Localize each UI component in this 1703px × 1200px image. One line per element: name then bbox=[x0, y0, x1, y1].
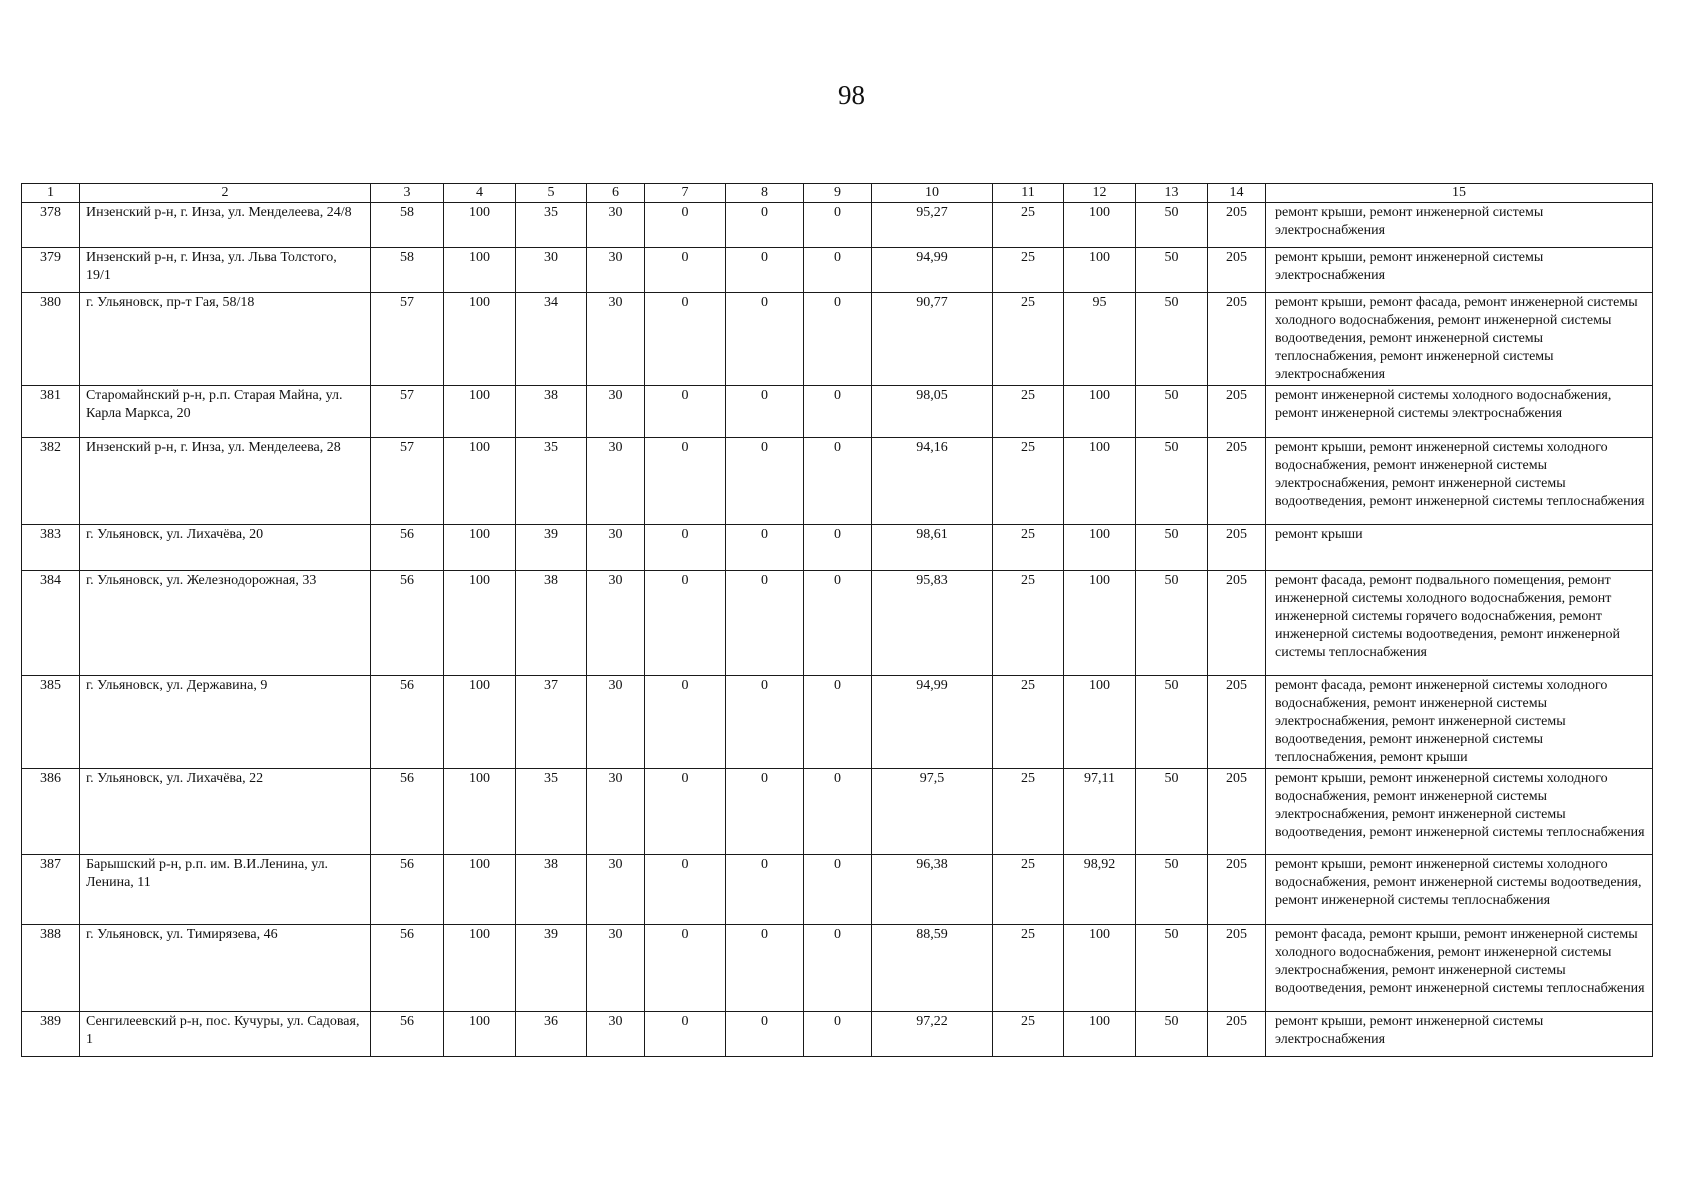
cell-col-8: 0 bbox=[726, 769, 804, 855]
cell-col-3: 57 bbox=[371, 438, 444, 525]
cell-col-12: 100 bbox=[1064, 248, 1136, 293]
page-number: 98 bbox=[838, 80, 865, 110]
cell-col-7: 0 bbox=[645, 438, 726, 525]
cell-col-12: 95 bbox=[1064, 293, 1136, 386]
row-number-cell: 381 bbox=[22, 386, 80, 438]
repair-works-cell: ремонт крыши bbox=[1266, 525, 1653, 571]
table-row bbox=[22, 769, 1653, 855]
cell-col-3: 56 bbox=[371, 676, 444, 769]
cell-col-13: 50 bbox=[1136, 855, 1208, 925]
cell-col-11: 25 bbox=[993, 203, 1064, 248]
cell-col-3: 56 bbox=[371, 769, 444, 855]
address-cell: Барышский р-н, р.п. им. В.И.Ленина, ул. Ленина, 11 bbox=[80, 855, 371, 925]
cell-col-3: 56 bbox=[371, 925, 444, 1012]
cell-col-6: 30 bbox=[587, 525, 645, 571]
cell-col-11: 25 bbox=[993, 571, 1064, 676]
row-number-cell: 383 bbox=[22, 525, 80, 571]
cell-col-7: 0 bbox=[645, 676, 726, 769]
address-cell: Старомайнский р-н, р.п. Старая Майна, ул. Карла Маркса, 20 bbox=[80, 386, 371, 438]
cell-col-8: 0 bbox=[726, 438, 804, 525]
cell-col-11: 25 bbox=[993, 925, 1064, 1012]
cell-col-14: 205 bbox=[1208, 1012, 1266, 1057]
column-header-3: 3 bbox=[371, 184, 444, 203]
cell-col-9: 0 bbox=[804, 855, 872, 925]
cell-col-6: 30 bbox=[587, 925, 645, 1012]
cell-col-12: 100 bbox=[1064, 571, 1136, 676]
cell-col-8: 0 bbox=[726, 925, 804, 1012]
cell-col-3: 57 bbox=[371, 293, 444, 386]
row-number-cell: 378 bbox=[22, 203, 80, 248]
column-header-8: 8 bbox=[726, 184, 804, 203]
cell-col-11: 25 bbox=[993, 248, 1064, 293]
cell-col-3: 56 bbox=[371, 1012, 444, 1057]
cell-col-14: 205 bbox=[1208, 676, 1266, 769]
cell-col-6: 30 bbox=[587, 386, 645, 438]
cell-col-7: 0 bbox=[645, 386, 726, 438]
repair-works-cell: ремонт фасада, ремонт крыши, ремонт инженерной системы холодного водоснабжения, ремонт инженерной системы электроснабжения, ремонт инженерной системы водоотведения, ремонт инженерной системы теплоснабжения bbox=[1266, 925, 1653, 1012]
cell-col-5: 34 bbox=[516, 293, 587, 386]
cell-col-7: 0 bbox=[645, 925, 726, 1012]
cell-col-9: 0 bbox=[804, 1012, 872, 1057]
repair-works-cell: ремонт крыши, ремонт инженерной системы холодного водоснабжения, ремонт инженерной системы электроснабжения, ремонт инженерной системы водоотведения, ремонт инженерной системы теплоснабжения bbox=[1266, 769, 1653, 855]
repair-works-cell: ремонт крыши, ремонт инженерной системы электроснабжения bbox=[1266, 1012, 1653, 1057]
cell-col-3: 58 bbox=[371, 248, 444, 293]
cell-col-8: 0 bbox=[726, 525, 804, 571]
cell-col-10: 97,5 bbox=[872, 769, 993, 855]
cell-col-10: 98,05 bbox=[872, 386, 993, 438]
cell-col-10: 94,99 bbox=[872, 676, 993, 769]
column-header-6: 6 bbox=[587, 184, 645, 203]
repair-table bbox=[21, 183, 1653, 1057]
cell-col-14: 205 bbox=[1208, 438, 1266, 525]
cell-col-3: 56 bbox=[371, 571, 444, 676]
column-header-9: 9 bbox=[804, 184, 872, 203]
cell-col-5: 39 bbox=[516, 925, 587, 1012]
cell-col-5: 39 bbox=[516, 525, 587, 571]
cell-col-8: 0 bbox=[726, 855, 804, 925]
cell-col-14: 205 bbox=[1208, 203, 1266, 248]
cell-col-10: 97,22 bbox=[872, 1012, 993, 1057]
address-cell: г. Ульяновск, пр-т Гая, 58/18 bbox=[80, 293, 371, 386]
table-row bbox=[22, 855, 1653, 925]
cell-col-7: 0 bbox=[645, 571, 726, 676]
cell-col-13: 50 bbox=[1136, 293, 1208, 386]
cell-col-4: 100 bbox=[444, 925, 516, 1012]
cell-col-9: 0 bbox=[804, 525, 872, 571]
row-number-cell: 385 bbox=[22, 676, 80, 769]
cell-col-13: 50 bbox=[1136, 769, 1208, 855]
column-header-2: 2 bbox=[80, 184, 371, 203]
cell-col-9: 0 bbox=[804, 203, 872, 248]
cell-col-14: 205 bbox=[1208, 925, 1266, 1012]
cell-col-8: 0 bbox=[726, 203, 804, 248]
cell-col-13: 50 bbox=[1136, 571, 1208, 676]
cell-col-14: 205 bbox=[1208, 525, 1266, 571]
column-header-14: 14 bbox=[1208, 184, 1266, 203]
row-number-cell: 388 bbox=[22, 925, 80, 1012]
row-number-cell: 387 bbox=[22, 855, 80, 925]
cell-col-9: 0 bbox=[804, 293, 872, 386]
cell-col-7: 0 bbox=[645, 525, 726, 571]
cell-col-4: 100 bbox=[444, 855, 516, 925]
cell-col-5: 35 bbox=[516, 438, 587, 525]
cell-col-4: 100 bbox=[444, 293, 516, 386]
column-header-13: 13 bbox=[1136, 184, 1208, 203]
table-row bbox=[22, 571, 1653, 676]
cell-col-3: 56 bbox=[371, 525, 444, 571]
cell-col-10: 94,99 bbox=[872, 248, 993, 293]
cell-col-6: 30 bbox=[587, 571, 645, 676]
cell-col-6: 30 bbox=[587, 248, 645, 293]
address-cell: г. Ульяновск, ул. Лихачёва, 22 bbox=[80, 769, 371, 855]
cell-col-3: 58 bbox=[371, 203, 444, 248]
cell-col-10: 95,83 bbox=[872, 571, 993, 676]
cell-col-14: 205 bbox=[1208, 769, 1266, 855]
address-cell: г. Ульяновск, ул. Железнодорожная, 33 bbox=[80, 571, 371, 676]
row-number-cell: 379 bbox=[22, 248, 80, 293]
cell-col-8: 0 bbox=[726, 1012, 804, 1057]
column-header-1: 1 bbox=[22, 184, 80, 203]
cell-col-10: 90,77 bbox=[872, 293, 993, 386]
cell-col-10: 95,27 bbox=[872, 203, 993, 248]
cell-col-12: 100 bbox=[1064, 925, 1136, 1012]
cell-col-4: 100 bbox=[444, 676, 516, 769]
repair-works-cell: ремонт инженерной системы холодного водоснабжения, ремонт инженерной системы электроснабжения bbox=[1266, 386, 1653, 438]
cell-col-9: 0 bbox=[804, 769, 872, 855]
column-header-7: 7 bbox=[645, 184, 726, 203]
cell-col-13: 50 bbox=[1136, 248, 1208, 293]
address-cell: г. Ульяновск, ул. Тимирязева, 46 bbox=[80, 925, 371, 1012]
table-row bbox=[22, 248, 1653, 293]
cell-col-4: 100 bbox=[444, 571, 516, 676]
cell-col-12: 97,11 bbox=[1064, 769, 1136, 855]
cell-col-13: 50 bbox=[1136, 925, 1208, 1012]
repair-works-cell: ремонт крыши, ремонт инженерной системы холодного водоснабжения, ремонт инженерной системы электроснабжения, ремонт инженерной системы водоотведения, ремонт инженерной системы теплоснабжения bbox=[1266, 438, 1653, 525]
column-header-4: 4 bbox=[444, 184, 516, 203]
column-header-10: 10 bbox=[872, 184, 993, 203]
cell-col-12: 100 bbox=[1064, 438, 1136, 525]
cell-col-7: 0 bbox=[645, 1012, 726, 1057]
row-number-cell: 380 bbox=[22, 293, 80, 386]
cell-col-8: 0 bbox=[726, 248, 804, 293]
cell-col-3: 56 bbox=[371, 855, 444, 925]
cell-col-6: 30 bbox=[587, 1012, 645, 1057]
cell-col-10: 98,61 bbox=[872, 525, 993, 571]
row-number-cell: 384 bbox=[22, 571, 80, 676]
row-number-cell: 389 bbox=[22, 1012, 80, 1057]
cell-col-6: 30 bbox=[587, 438, 645, 525]
cell-col-10: 94,16 bbox=[872, 438, 993, 525]
cell-col-5: 38 bbox=[516, 855, 587, 925]
row-number-cell: 386 bbox=[22, 769, 80, 855]
cell-col-13: 50 bbox=[1136, 386, 1208, 438]
table-row bbox=[22, 293, 1653, 386]
column-header-15: 15 bbox=[1266, 184, 1653, 203]
cell-col-11: 25 bbox=[993, 293, 1064, 386]
table-row bbox=[22, 925, 1653, 1012]
cell-col-5: 35 bbox=[516, 769, 587, 855]
cell-col-11: 25 bbox=[993, 438, 1064, 525]
repair-works-cell: ремонт фасада, ремонт инженерной системы холодного водоснабжения, ремонт инженерной системы электроснабжения, ремонт инженерной системы водоотведения, ремонт инженерной системы теплоснабжения, ремонт крыши bbox=[1266, 676, 1653, 769]
cell-col-7: 0 bbox=[645, 769, 726, 855]
cell-col-12: 100 bbox=[1064, 676, 1136, 769]
cell-col-3: 57 bbox=[371, 386, 444, 438]
cell-col-4: 100 bbox=[444, 248, 516, 293]
cell-col-13: 50 bbox=[1136, 1012, 1208, 1057]
cell-col-14: 205 bbox=[1208, 293, 1266, 386]
cell-col-14: 205 bbox=[1208, 248, 1266, 293]
row-number-cell: 382 bbox=[22, 438, 80, 525]
cell-col-12: 100 bbox=[1064, 1012, 1136, 1057]
table-body bbox=[22, 203, 1653, 1057]
column-header-11: 11 bbox=[993, 184, 1064, 203]
cell-col-9: 0 bbox=[804, 386, 872, 438]
cell-col-9: 0 bbox=[804, 571, 872, 676]
cell-col-6: 30 bbox=[587, 855, 645, 925]
cell-col-11: 25 bbox=[993, 769, 1064, 855]
cell-col-5: 36 bbox=[516, 1012, 587, 1057]
address-cell: Сенгилеевский р-н, пос. Кучуры, ул. Садовая, 1 bbox=[80, 1012, 371, 1057]
cell-col-6: 30 bbox=[587, 203, 645, 248]
cell-col-6: 30 bbox=[587, 676, 645, 769]
column-header-5: 5 bbox=[516, 184, 587, 203]
table-row bbox=[22, 386, 1653, 438]
repair-works-cell: ремонт крыши, ремонт инженерной системы электроснабжения bbox=[1266, 248, 1653, 293]
cell-col-6: 30 bbox=[587, 293, 645, 386]
repair-works-cell: ремонт крыши, ремонт фасада, ремонт инженерной системы холодного водоснабжения, ремонт инженерной системы водоотведения, ремонт инженерной системы теплоснабжения, ремонт инженерной системы электроснабжения bbox=[1266, 293, 1653, 386]
cell-col-11: 25 bbox=[993, 1012, 1064, 1057]
address-cell: г. Ульяновск, ул. Державина, 9 bbox=[80, 676, 371, 769]
address-cell: г. Ульяновск, ул. Лихачёва, 20 bbox=[80, 525, 371, 571]
address-cell: Инзенский р-н, г. Инза, ул. Менделеева, 24/8 bbox=[80, 203, 371, 248]
cell-col-9: 0 bbox=[804, 438, 872, 525]
cell-col-5: 30 bbox=[516, 248, 587, 293]
table-row bbox=[22, 525, 1653, 571]
cell-col-12: 100 bbox=[1064, 525, 1136, 571]
cell-col-13: 50 bbox=[1136, 438, 1208, 525]
table-row bbox=[22, 676, 1653, 769]
cell-col-4: 100 bbox=[444, 203, 516, 248]
cell-col-4: 100 bbox=[444, 1012, 516, 1057]
cell-col-8: 0 bbox=[726, 676, 804, 769]
cell-col-5: 38 bbox=[516, 571, 587, 676]
address-cell: Инзенский р-н, г. Инза, ул. Менделеева, 28 bbox=[80, 438, 371, 525]
cell-col-12: 100 bbox=[1064, 203, 1136, 248]
cell-col-4: 100 bbox=[444, 438, 516, 525]
cell-col-7: 0 bbox=[645, 855, 726, 925]
table-row bbox=[22, 1012, 1653, 1057]
cell-col-11: 25 bbox=[993, 386, 1064, 438]
cell-col-5: 37 bbox=[516, 676, 587, 769]
table-row bbox=[22, 438, 1653, 525]
cell-col-5: 38 bbox=[516, 386, 587, 438]
cell-col-14: 205 bbox=[1208, 571, 1266, 676]
repair-works-cell: ремонт крыши, ремонт инженерной системы электроснабжения bbox=[1266, 203, 1653, 248]
table-header-row bbox=[22, 184, 1653, 203]
cell-col-9: 0 bbox=[804, 248, 872, 293]
cell-col-13: 50 bbox=[1136, 525, 1208, 571]
cell-col-12: 100 bbox=[1064, 386, 1136, 438]
column-header-12: 12 bbox=[1064, 184, 1136, 203]
cell-col-11: 25 bbox=[993, 676, 1064, 769]
cell-col-4: 100 bbox=[444, 525, 516, 571]
cell-col-7: 0 bbox=[645, 248, 726, 293]
repair-works-cell: ремонт фасада, ремонт подвального помещения, ремонт инженерной системы холодного водоснабжения, ремонт инженерной системы горячего водоснабжения, ремонт инженерной системы водоотведения, ремонт инженерной системы теплоснабжения bbox=[1266, 571, 1653, 676]
cell-col-8: 0 bbox=[726, 571, 804, 676]
cell-col-11: 25 bbox=[993, 855, 1064, 925]
address-cell: Инзенский р-н, г. Инза, ул. Льва Толстого, 19/1 bbox=[80, 248, 371, 293]
cell-col-14: 205 bbox=[1208, 386, 1266, 438]
cell-col-11: 25 bbox=[993, 525, 1064, 571]
cell-col-7: 0 bbox=[645, 293, 726, 386]
cell-col-6: 30 bbox=[587, 769, 645, 855]
cell-col-5: 35 bbox=[516, 203, 587, 248]
cell-col-12: 98,92 bbox=[1064, 855, 1136, 925]
cell-col-8: 0 bbox=[726, 293, 804, 386]
cell-col-10: 96,38 bbox=[872, 855, 993, 925]
repair-table-wrapper bbox=[21, 183, 1652, 1057]
cell-col-9: 0 bbox=[804, 676, 872, 769]
cell-col-9: 0 bbox=[804, 925, 872, 1012]
cell-col-8: 0 bbox=[726, 386, 804, 438]
cell-col-13: 50 bbox=[1136, 676, 1208, 769]
cell-col-7: 0 bbox=[645, 203, 726, 248]
cell-col-4: 100 bbox=[444, 386, 516, 438]
cell-col-13: 50 bbox=[1136, 203, 1208, 248]
repair-works-cell: ремонт крыши, ремонт инженерной системы холодного водоснабжения, ремонт инженерной системы водоотведения, ремонт инженерной системы теплоснабжения bbox=[1266, 855, 1653, 925]
table-row bbox=[22, 203, 1653, 248]
cell-col-14: 205 bbox=[1208, 855, 1266, 925]
cell-col-4: 100 bbox=[444, 769, 516, 855]
cell-col-10: 88,59 bbox=[872, 925, 993, 1012]
